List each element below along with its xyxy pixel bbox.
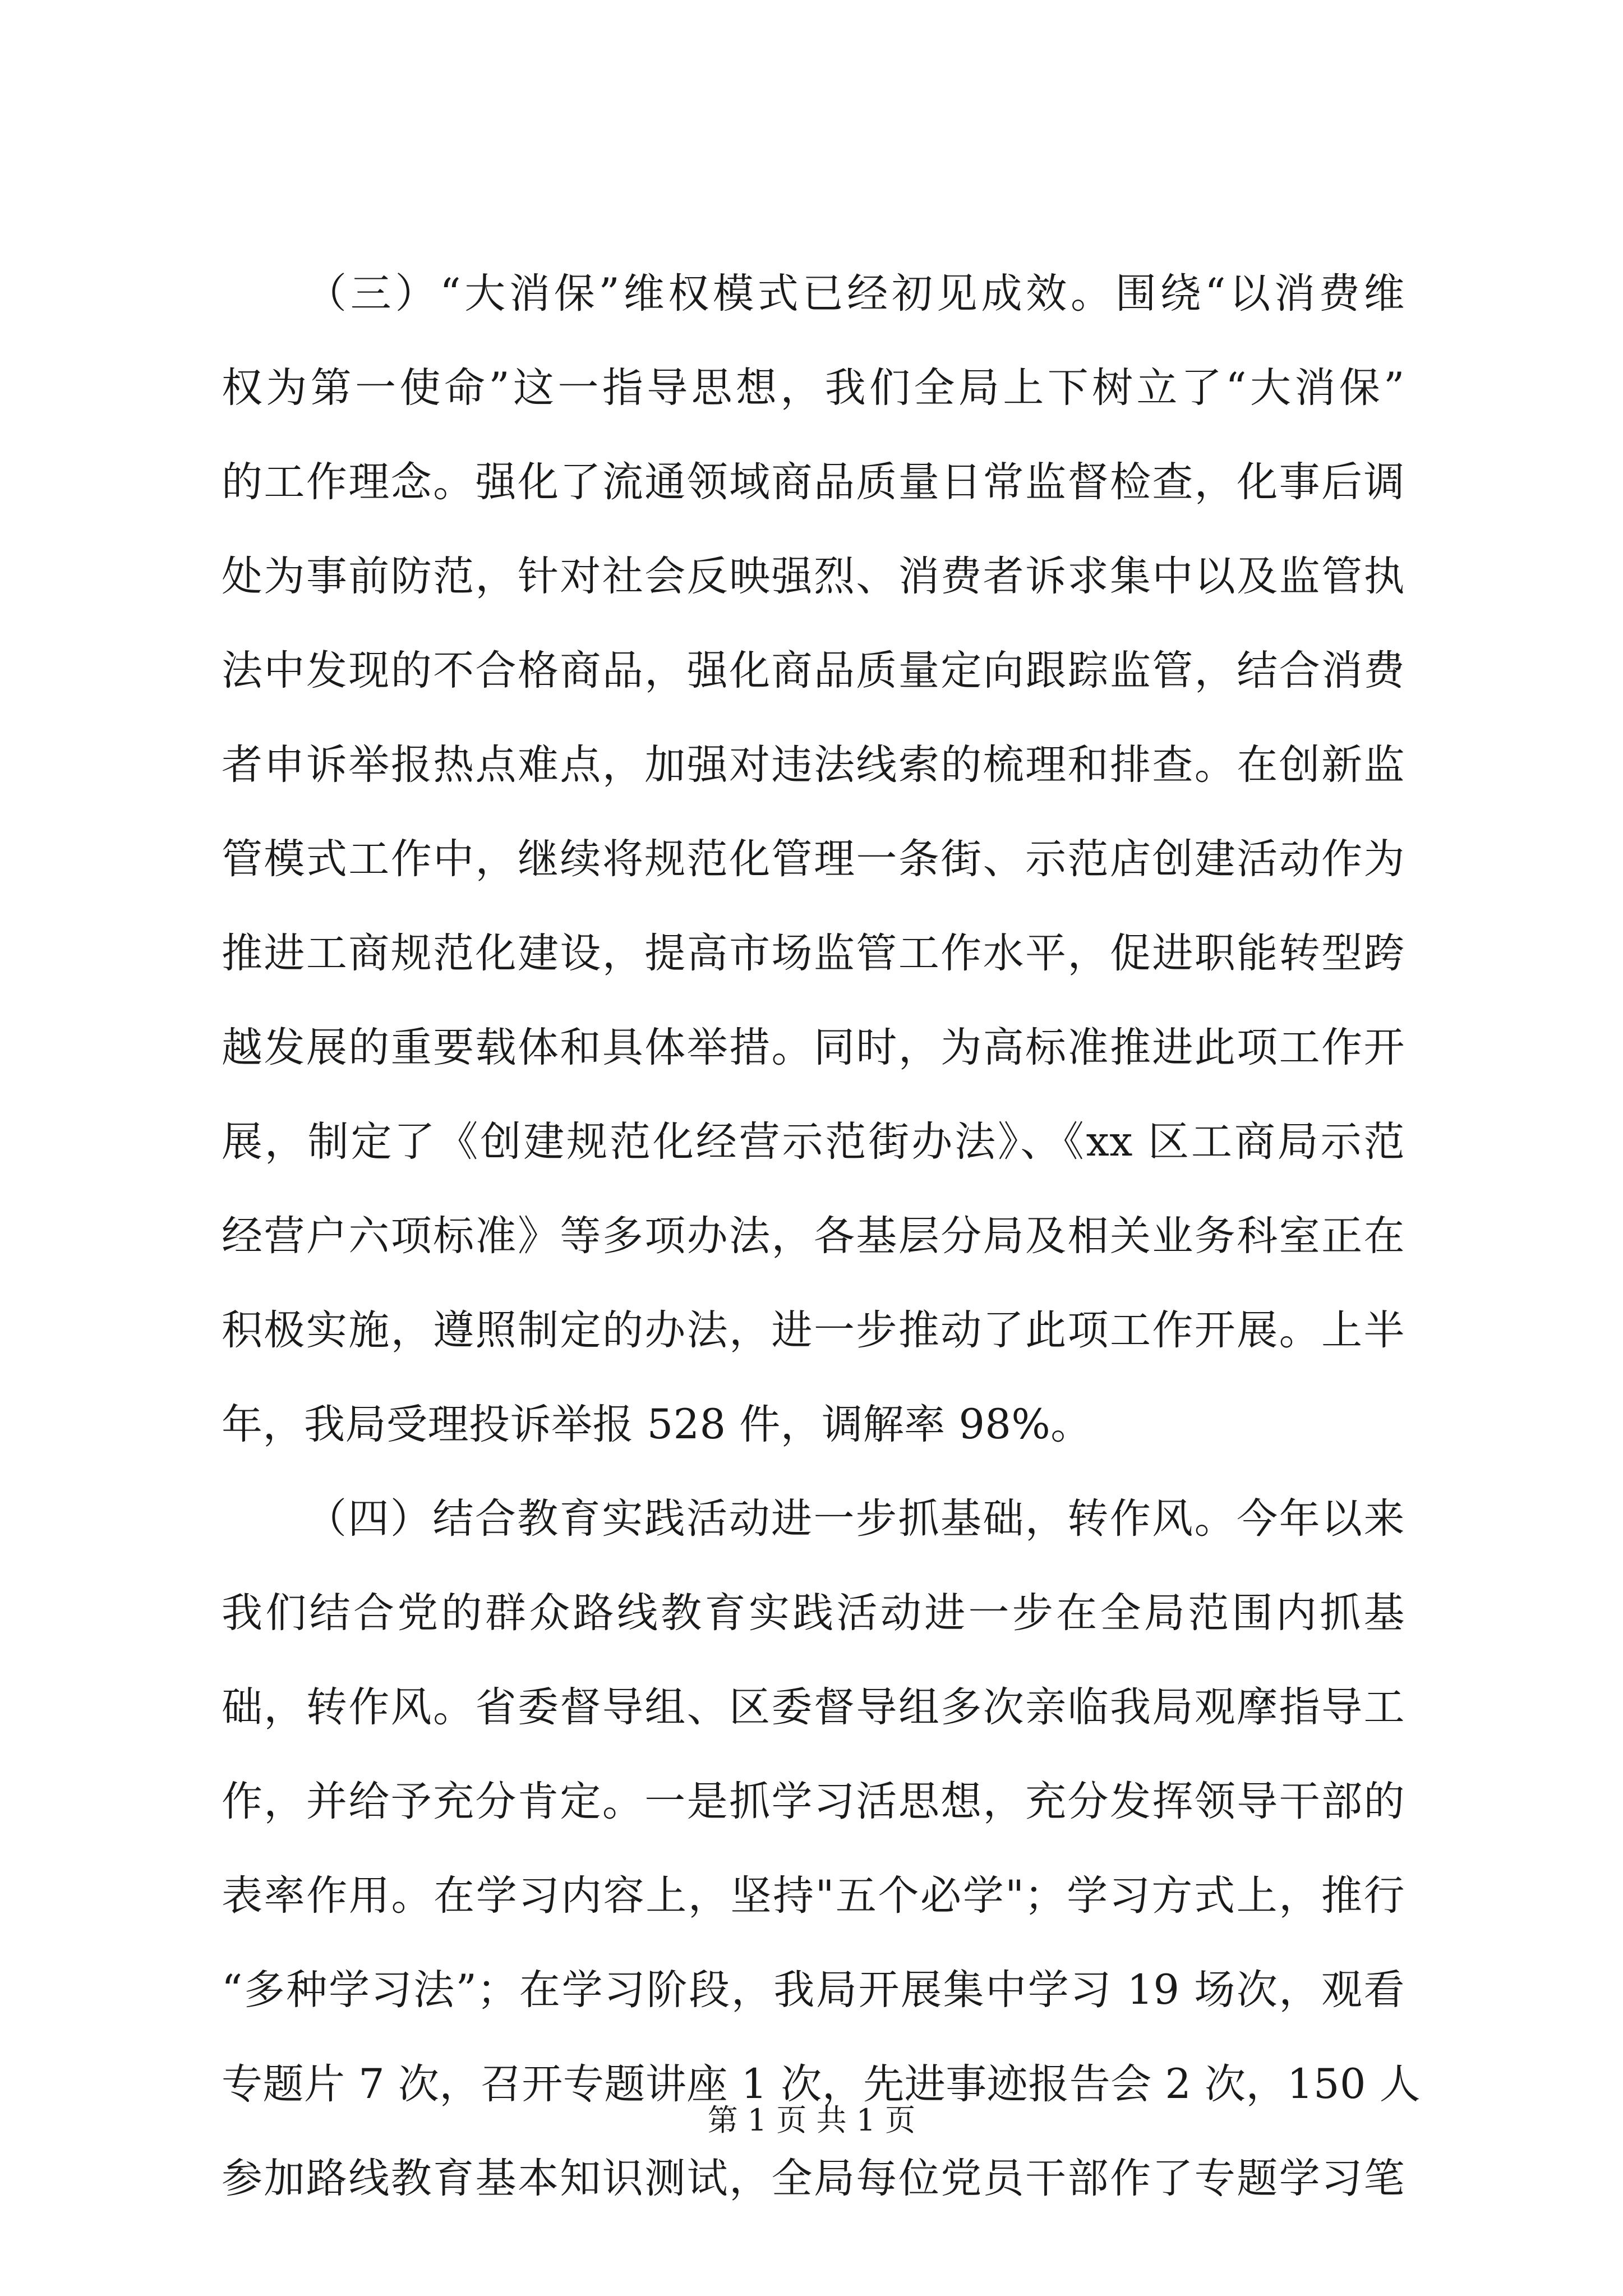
paragraph-3-line-12: 积极实施，遵照制定的办法，进一步推动了此项工作开展。上半 [222, 1306, 1405, 1354]
document-body [222, 247, 1421, 2226]
paragraph-3-line-9: 越发展的重要载体和具体举措。同时，为高标准推进此项工作开 [222, 1024, 1405, 1071]
paragraph-4-line-1: （四）结合教育实践活动进一步抓基础，转作风。今年以来 [306, 1495, 1405, 1543]
paragraph-4-line-4: 作，并给予充分肯定。一是抓学习活思想，充分发挥领导干部的 [222, 1778, 1405, 1825]
paragraph-4-line-2: 我们结合党的群众路线教育实践活动进一步在全局范围内抓基 [222, 1589, 1405, 1637]
paragraph-3-line-2: 权为第一使命”这一指导思想，我们全局上下树立了“大消保” [222, 364, 1405, 412]
paragraph-3-line-1: （三）“大消保”维权模式已经初见成效。围绕“以消费维 [306, 270, 1405, 318]
paragraph-3-line-3: 的工作理念。强化了流通领域商品质量日常监督检查，化事后调 [222, 458, 1405, 506]
paragraph-3-line-8: 推进工商规范化建设，提高市场监管工作水平，促进职能转型跨 [222, 930, 1405, 977]
paragraph-3-line-10: 展，制定了《创建规范化经营示范街办法》、《xx 区工商局示范 [222, 1118, 1405, 1166]
paragraph-3-line-13: 年，我局受理投诉举报 528 件，调解率 98%。 [222, 1401, 1092, 1448]
paragraph-3-line-5: 法中发现的不合格商品，强化商品质量定向跟踪监管，结合消费 [222, 647, 1405, 694]
paragraph-3-line-7: 管模式工作中，继续将规范化管理一条街、示范店创建活动作为 [222, 835, 1405, 883]
paragraph-4-line-8: 参加路线教育基本知识测试，全局每位党员干部作了专题学习笔 [222, 2155, 1405, 2202]
paragraph-4-line-6: “多种学习法”；在学习阶段，我局开展集中学习 19 场次，观看 [222, 1966, 1405, 2014]
paragraph-4-line-7: 专题片 7 次，召开专题讲座 1 次，先进事迹报告会 2 次，150 人 [222, 2060, 1421, 2108]
paragraph-3-line-4: 处为事前防范，针对社会反映强烈、消费者诉求集中以及监管执 [222, 553, 1405, 600]
paragraph-4-line-3: 础，转作风。省委督导组、区委督导组多次亲临我局观摩指导工 [222, 1683, 1405, 1731]
paragraph-4-line-5: 表率作用。在学习内容上，坚持"五个必学"；学习方式上，推行 [222, 1872, 1405, 1920]
paragraph-3-line-6: 者申诉举报热点难点，加强对违法线索的梳理和排查。在创新监 [222, 741, 1405, 789]
page-footer: 第 1 页 共 1 页 [707, 2102, 916, 2138]
paragraph-3-line-11: 经营户六项标准》等多项办法，各基层分局及相关业务科室正在 [222, 1212, 1405, 1260]
